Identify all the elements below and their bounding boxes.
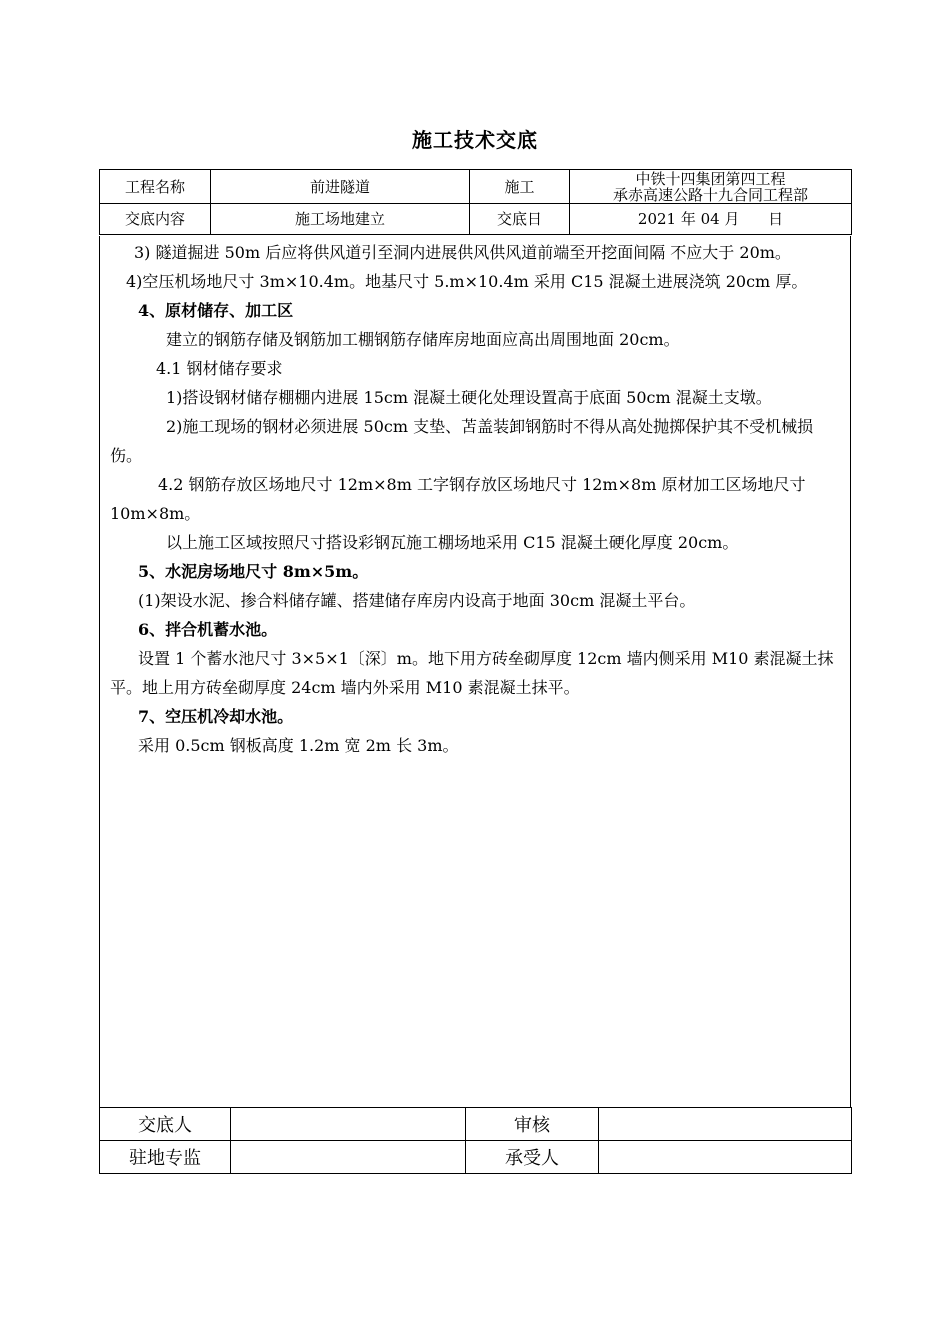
body-paragraph: 1)搭设钢材储存棚棚内进展 15cm 混凝土硬化处理设置高于底面 50cm 混凝土支墩。: [166, 388, 772, 407]
construction-label: 施工: [470, 170, 570, 204]
supervisor-value[interactable]: [231, 1141, 466, 1174]
header-row-project: [100, 170, 852, 204]
presenter-label: 交底人: [100, 1108, 231, 1141]
date-label: 交底日: [470, 204, 570, 235]
content-label: 交底内容: [100, 204, 211, 235]
body-paragraph: 4.1 钢材储存要求: [156, 359, 283, 378]
date-value: 2021 年 04 月 日: [570, 204, 852, 235]
body-paragraph: 采用 0.5cm 钢板高度 1.2m 宽 2m 长 3m。: [138, 736, 459, 755]
body-paragraph: 4)空压机场地尺寸 3m×10.4m。地基尺寸 5.m×10.4m 采用 C15 混凝土进展浇筑 20cm 厚。: [126, 272, 808, 291]
section-heading: 7、空压机冷却水池。: [138, 707, 294, 726]
body-paragraph: 3) 隧道掘进 50m 后应将供风道引至洞内进展供风供风道前端至开挖面间隔 不应大于 20m。: [134, 243, 791, 262]
construction-value-line2: 承赤高速公路十九合同工程部: [612, 185, 808, 204]
project-value: 前进隧道: [211, 170, 470, 204]
receiver-value[interactable]: [599, 1141, 852, 1174]
body-paragraph: (1)架设水泥、掺合料储存罐、搭建储存库房内设高于地面 30cm 混凝土平台。: [138, 591, 696, 610]
document-title: 施工技术交底: [412, 128, 538, 152]
supervisor-label: 驻地专监: [100, 1141, 231, 1174]
content-box: [99, 236, 851, 1108]
receiver-label: 承受人: [466, 1141, 599, 1174]
signature-row-1: [100, 1108, 852, 1141]
header-row-content: [100, 204, 852, 235]
project-label: 工程名称: [100, 170, 211, 204]
body-text: [110, 238, 842, 760]
body-paragraph: 设置 1 个蓄水池尺寸 3×5×1〔深〕m。地下用方砖垒砌厚度 12cm 墙内侧采用 M10 素混凝土抹平。地上用方砖垒砌厚度 24cm 墙内外采用 M10 素混凝土抹平。: [110, 649, 834, 697]
section-heading: 4、原材储存、加工区: [138, 301, 294, 320]
construction-value-line1: 中铁十四集团第四工程: [635, 169, 786, 188]
body-paragraph: 以上施工区域按照尺寸搭设彩钢瓦施工棚场地采用 C15 混凝土硬化厚度 20cm。: [166, 533, 739, 552]
review-value[interactable]: [599, 1108, 852, 1141]
signature-table: [99, 1107, 852, 1174]
body-paragraph: 2)施工现场的钢材必须进展 50cm 支垫、苫盖装卸钢筋时不得从高处抛掷保护其不受机械损伤。: [110, 417, 814, 465]
body-paragraph: 4.2 钢筋存放区场地尺寸 12m×8m 工字钢存放区场地尺寸 12m×8m 原材加工区场地尺寸 10m×8m。: [110, 475, 806, 523]
body-paragraph: 建立的钢筋存储及钢筋加工棚钢筋存储库房地面应高出周围地面 20cm。: [166, 330, 680, 349]
section-heading: 6、拌合机蓄水池。: [138, 620, 278, 639]
signature-row-2: [100, 1141, 852, 1174]
construction-value: [570, 170, 852, 204]
presenter-value[interactable]: [231, 1108, 466, 1141]
section-heading: 5、水泥房场地尺寸 8m×5m。: [138, 562, 369, 581]
header-table: [99, 169, 852, 235]
review-label: 审核: [466, 1108, 599, 1141]
content-value: 施工场地建立: [211, 204, 470, 235]
